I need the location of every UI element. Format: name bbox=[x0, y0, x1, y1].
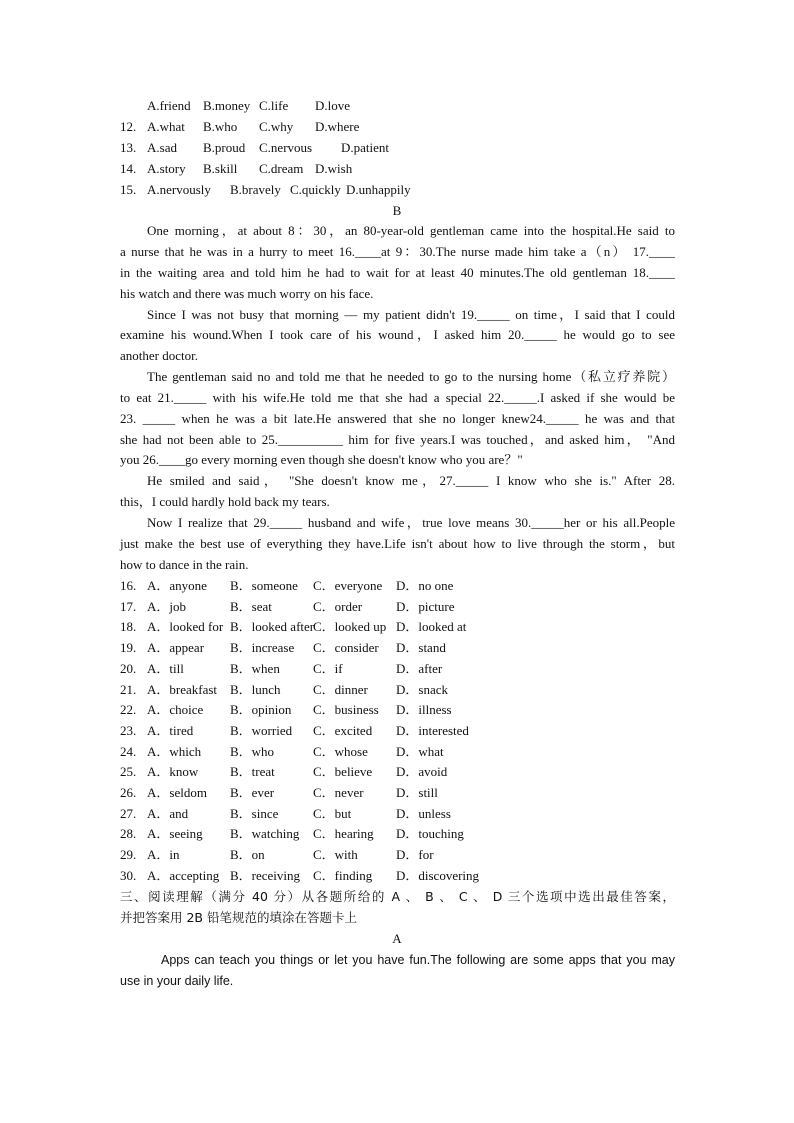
passage-line: a nurse that he was in a hurry to meet 16.____at 9：30.The nurse made him take a（n） 17.____ bbox=[120, 244, 675, 259]
option: C．looked up bbox=[313, 619, 387, 635]
option: D．unless bbox=[396, 805, 451, 821]
passage-line: you 26.____go every morning even though she doesn't know who you are？" bbox=[120, 452, 523, 467]
option: B．seat bbox=[230, 598, 272, 614]
option: C．never bbox=[313, 785, 364, 800]
question-29 bbox=[120, 845, 675, 865]
option: A．know bbox=[147, 764, 199, 780]
question-14 bbox=[120, 159, 675, 179]
option: A．accepting bbox=[147, 867, 220, 883]
option: A.what bbox=[147, 119, 185, 134]
question-number: 15. bbox=[120, 182, 137, 197]
option: B．someone bbox=[230, 578, 298, 593]
passage-line: in the waiting area and told him he had to wait for at least 40 minutes.The old gentleman 18.____ bbox=[120, 265, 675, 280]
question-17 bbox=[120, 597, 675, 617]
option: B.skill bbox=[203, 161, 238, 176]
option: B．on bbox=[230, 847, 265, 863]
option: A．job bbox=[147, 598, 187, 614]
option: B.money bbox=[203, 98, 251, 113]
option: C．whose bbox=[313, 743, 368, 759]
question-number: 30. bbox=[120, 867, 137, 883]
option: C．order bbox=[313, 598, 363, 614]
option: D．snack bbox=[396, 681, 448, 697]
option: A．seeing bbox=[147, 826, 203, 842]
option: A．appear bbox=[147, 640, 205, 656]
option: A．in bbox=[147, 847, 180, 863]
option: A．choice bbox=[147, 702, 204, 718]
passage-line: He smiled and said， "She doesn't know me，27._____ I know who she is." After 28. bbox=[147, 473, 675, 488]
option: C.nervous bbox=[259, 140, 313, 155]
option: A．which bbox=[147, 743, 202, 759]
passage-a-line: use in your daily life. bbox=[120, 974, 234, 988]
question-20 bbox=[120, 659, 675, 679]
option: D．still bbox=[396, 785, 438, 800]
option: C．consider bbox=[313, 640, 379, 656]
question-22 bbox=[120, 700, 675, 720]
option: A．tired bbox=[147, 722, 194, 738]
question-number: 16. bbox=[120, 578, 137, 593]
option: D.love bbox=[315, 98, 351, 113]
question-12 bbox=[120, 117, 675, 137]
question-number: 23. bbox=[120, 722, 137, 738]
question-27 bbox=[120, 804, 675, 824]
option: A．anyone bbox=[147, 578, 207, 593]
question-15 bbox=[120, 180, 675, 200]
question-21 bbox=[120, 680, 675, 700]
option: C．dinner bbox=[313, 681, 368, 697]
option: B.proud bbox=[203, 140, 246, 155]
question-number: 21. bbox=[120, 681, 137, 697]
option: C．excited bbox=[313, 722, 373, 738]
option: B．since bbox=[230, 805, 279, 821]
section-a-heading: A bbox=[392, 931, 402, 946]
option: D．what bbox=[396, 743, 444, 759]
passage-line: Now I realize that 29._____ husband and wife，true love means 30._____her or his all.People bbox=[147, 515, 675, 530]
question-number: 28. bbox=[120, 826, 137, 842]
question-13 bbox=[120, 138, 675, 158]
passage-line: Since I was not busy that morning — my patient didn't 19._____ on time，I said that I could bbox=[147, 307, 675, 322]
question-25 bbox=[120, 762, 675, 782]
option: D．for bbox=[396, 847, 434, 863]
section-b-heading: B bbox=[392, 203, 402, 218]
option: C．believe bbox=[313, 764, 373, 780]
passage-line: to eat 21._____ with his wife.He told me that she had a special 22._____.I asked if she would be bbox=[120, 390, 675, 405]
option: B．lunch bbox=[230, 681, 281, 697]
option: A．breakfast bbox=[147, 681, 218, 697]
passage-line: The gentleman said no and told me that he needed to go to the nursing home（私立疗养院） bbox=[147, 369, 675, 384]
question-number: 24. bbox=[120, 743, 137, 759]
passage-line: his watch and there was much worry on his face. bbox=[120, 286, 374, 301]
option: B．watching bbox=[230, 826, 300, 842]
passage-line: another doctor. bbox=[120, 348, 198, 363]
option: C．hearing bbox=[313, 826, 374, 842]
option: B．worried bbox=[230, 722, 293, 738]
question-number: 25. bbox=[120, 764, 137, 780]
question-number: 29. bbox=[120, 847, 137, 863]
question-number: 17. bbox=[120, 598, 137, 614]
passage-a-line: Apps can teach you things or let you have fun.The following are some apps that you may bbox=[161, 953, 675, 967]
option: D．stand bbox=[396, 640, 446, 656]
option: D．picture bbox=[396, 598, 455, 614]
option: B.who bbox=[203, 119, 238, 134]
option: D．after bbox=[396, 660, 443, 676]
option: C．with bbox=[313, 847, 358, 863]
option: D.wish bbox=[315, 161, 353, 176]
option: C.dream bbox=[259, 161, 304, 176]
question-number: 12. bbox=[120, 119, 137, 134]
question-number: 26. bbox=[120, 785, 137, 800]
question-number: 14. bbox=[120, 161, 137, 176]
passage-line: One morning，at about 8：30，an 80-year-old gentleman came into the hospital.He said to bbox=[147, 223, 675, 238]
option: B．who bbox=[230, 743, 275, 759]
option: C．but bbox=[313, 805, 352, 821]
question-19 bbox=[120, 638, 675, 658]
option: A．till bbox=[147, 660, 184, 676]
option: B．treat bbox=[230, 764, 275, 780]
option: D．discovering bbox=[396, 867, 480, 883]
option: B．looked after bbox=[230, 619, 315, 635]
option: C．business bbox=[313, 702, 379, 718]
section-3-heading-cont: 并把答案用 2B 铅笔规范的填涂在答题卡上 bbox=[120, 910, 357, 925]
option: B．increase bbox=[230, 640, 295, 656]
option: D．no one bbox=[396, 578, 454, 593]
question-number: 22. bbox=[120, 702, 137, 718]
passage-line: just make the best use of everything they have.Life isn't about how to live through the storm，but bbox=[120, 536, 675, 551]
option: D．illness bbox=[396, 702, 452, 718]
passage-line: this，I could hardly hold back my tears. bbox=[120, 494, 330, 509]
passage-line: she had not been able to 25.__________ him for five years.I was touched，and asked him， "And bbox=[120, 432, 675, 447]
question-number: 13. bbox=[120, 140, 137, 155]
option: A．seldom bbox=[147, 785, 207, 800]
option: B.bravely bbox=[230, 182, 281, 197]
option: B．ever bbox=[230, 785, 275, 800]
section-3-heading: 三、阅读理解（满分 40 分）从各题所给的 A 、 B 、 C 、 D 三个选项中选出最佳答案， bbox=[120, 889, 675, 904]
option: A．and bbox=[147, 805, 189, 821]
question-16 bbox=[120, 576, 675, 596]
option: C.quickly bbox=[290, 182, 341, 197]
passage-line: 23. _____ when he was a bit late.He answered that she no longer knew24._____ he was and that bbox=[120, 411, 675, 426]
option: D．avoid bbox=[396, 764, 448, 780]
option: A.friend bbox=[147, 98, 191, 113]
question-11-options bbox=[147, 96, 675, 116]
question-number: 18. bbox=[120, 619, 137, 635]
option: C.life bbox=[259, 98, 289, 113]
passage-line: examine his wound.When I took care of his wound，I asked him 20._____ he would go to see bbox=[120, 327, 675, 342]
question-number: 19. bbox=[120, 640, 137, 656]
option: D.patient bbox=[341, 140, 390, 155]
option: C．everyone bbox=[313, 578, 383, 593]
question-number: 27. bbox=[120, 805, 137, 821]
option: D．interested bbox=[396, 722, 469, 738]
option: D.where bbox=[315, 119, 360, 134]
option: B．receiving bbox=[230, 867, 301, 883]
option: D．touching bbox=[396, 826, 464, 842]
option: A.story bbox=[147, 161, 186, 176]
option: A．looked for bbox=[147, 619, 224, 635]
question-23 bbox=[120, 721, 675, 741]
question-number: 20. bbox=[120, 660, 137, 676]
question-30 bbox=[120, 866, 675, 886]
option: C．finding bbox=[313, 867, 373, 883]
option: C.why bbox=[259, 119, 294, 134]
passage-line: how to dance in the rain. bbox=[120, 557, 249, 572]
option: A.sad bbox=[147, 140, 177, 155]
option: A.nervously bbox=[147, 182, 211, 197]
option: B．when bbox=[230, 660, 280, 676]
option: D.unhappily bbox=[346, 182, 411, 197]
question-28 bbox=[120, 824, 675, 844]
question-18 bbox=[120, 617, 675, 637]
option: B．opinion bbox=[230, 702, 292, 718]
option: D．looked at bbox=[396, 619, 467, 635]
question-24 bbox=[120, 742, 675, 762]
option: C．if bbox=[313, 660, 343, 676]
question-26 bbox=[120, 783, 675, 803]
